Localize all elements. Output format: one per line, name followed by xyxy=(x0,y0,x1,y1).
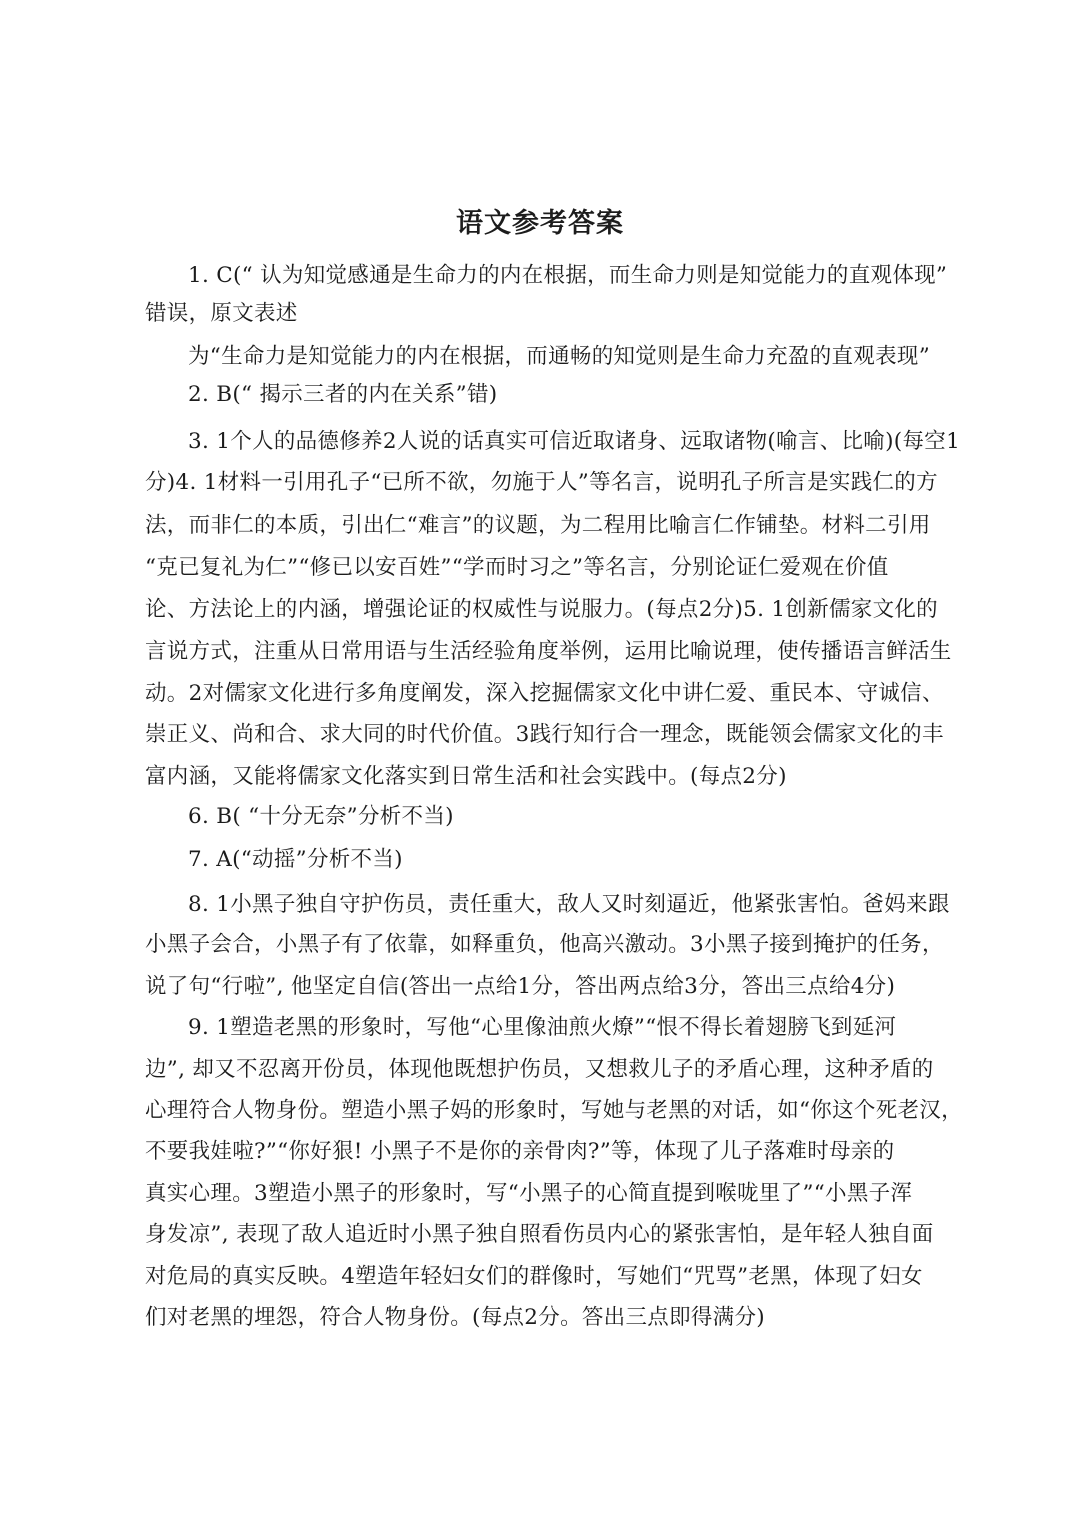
answer-9-line-6: 身发凉”, 表现了敌人追近时小黑子独自照看伤员内心的紧张害怕，是年轻人独自面 xyxy=(145,1222,934,1247)
answer-7-line: 7. A(“动摇”分析不当) xyxy=(188,847,403,872)
answer-3-line-1: 3. 1个人的品德修养2人说的话真实可信近取诸身、远取诸物(喻言、比喻)(每空1 xyxy=(188,429,961,454)
answer-2-line: 2. B(“ 揭示三者的内在关系”错) xyxy=(188,382,498,407)
answer-4-line-2: “克已复礼为仁”“修已以安百姓”“学而时习之”等名言，分别论证仁爱观在价值 xyxy=(145,555,889,580)
answer-9-line-4: 不要我娃啦?”“你好狠! 小黑子不是你的亲骨肉?”等，体现了儿子落难时母亲的 xyxy=(145,1139,895,1164)
answer-4-line-1: 法，而非仁的本质，引出仁“难言”的议题，为二程用比喻言仁作铺垫。材料二引用 xyxy=(145,513,931,538)
answer-1-line-2: 错误，原文表述 xyxy=(145,301,298,326)
answer-9-line-2: 边”, 却又不忍离开份员，体现他既想护伤员，又想救儿子的矛盾心理，这种矛盾的 xyxy=(145,1057,934,1082)
answer-4-line-3: 论、方法论上的内涵，增强论证的权威性与说服力。(每点2分)5. 1创新儒家文化的 xyxy=(145,597,938,622)
answer-9-line-8: 们对老黑的埋怨，符合人物身份。(每点2分。答出三点即得满分) xyxy=(145,1305,765,1330)
answer-9-line-7: 对危局的真实反映。4塑造年轻妇女们的群像时，写她们“咒骂”老黑，体现了妇女 xyxy=(145,1264,923,1289)
page-title: 语文参考答案 xyxy=(456,208,624,239)
answer-8-line-1: 8. 1小黑子独自守护伤员，责任重大，敌人又时刻逼近，他紧张害怕。爸妈来跟 xyxy=(188,892,950,917)
answer-8-line-2: 小黑子会合，小黑子有了依靠，如释重负，他高兴激动。3小黑子接到掩护的任务， xyxy=(145,932,944,957)
answer-5-line-4: 富内涵，又能将儒家文化落实到日常生活和社会实践中。(每点2分) xyxy=(145,764,787,789)
answer-6-line: 6. B( “十分无奈”分析不当) xyxy=(188,804,454,829)
answer-1-line-3: 为“生命力是知觉能力的内在根据，而通畅的知觉则是生命力充盈的直观表现” xyxy=(188,344,930,369)
answer-9-line-5: 真实心理。3塑造小黑子的形象时，写“小黑子的心简直提到喉咙里了”“小黑子浑 xyxy=(145,1181,913,1206)
answer-3-line-2: 分)4. 1材料一引用孔子“已所不欲，勿施于人”等名言，说明孔子所言是实践仁的方 xyxy=(145,470,938,495)
answer-5-line-2: 动。2对儒家文化进行多角度阐发，深入挖掘儒家文化中讲仁爱、重民本、守诚信、 xyxy=(145,681,944,706)
answer-5-line-1: 言说方式，注重从日常用语与生活经验角度举例，运用比喻说理，使传播语言鲜活生 xyxy=(145,639,952,664)
answer-9-line-1: 9. 1塑造老黑的形象时，写他“心里像油煎火燎”“恨不得长着翅膀飞到延河 xyxy=(188,1015,897,1040)
answer-1-line-1: 1. C(“ 认为知觉感通是生命力的内在根据，而生命力则是知觉能力的直观体现” xyxy=(188,263,948,288)
answer-5-line-3: 崇正义、尚和合、求大同的时代价值。3践行知行合一理念，既能领会儒家文化的丰 xyxy=(145,722,944,747)
answer-9-line-3: 心理符合人物身份。塑造小黑子妈的形象时，写她与老黑的对话，如“你这个死老汉， xyxy=(145,1098,963,1123)
answer-8-line-3: 说了句“行啦”, 他坚定自信(答出一点给1分，答出两点给3分，答出三点给4分) xyxy=(145,974,896,999)
